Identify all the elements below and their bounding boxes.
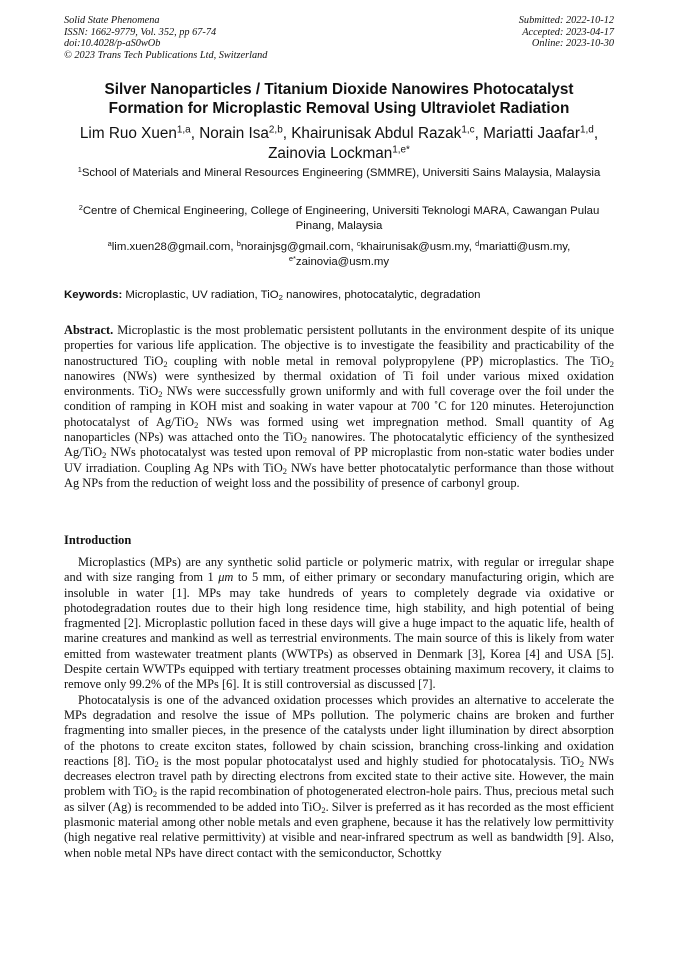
- keywords-label: Keywords:: [64, 289, 123, 301]
- author-affiliation-mark: 1,a: [176, 124, 191, 136]
- accepted-date: Accepted: 2023-04-17: [522, 26, 614, 38]
- paragraph-text: Photocatalysis is one of the advanced oxidation processes which provides an alternative to accelerate the MPs degradation and resolve the issue of MPs pollution. The polymeric chains are broken and further fragmenting into smaller pieces, in the presence of the catalysts under light illumination by direct absorption of the photons to create exciton states, followed by chain scission, branching cross-linking and oxidation reactions [8]. TiO: [64, 692, 614, 768]
- paragraph-text: NWs decreases electron travel path by directing electrons from excited state to their active site. However, the main problem with TiO: [64, 753, 614, 799]
- email-mark: e*: [288, 253, 296, 263]
- subscript: 2: [194, 419, 199, 430]
- author-list: Lim Ruo Xuen$^{1,a}$, Norain Isa$^{2,b}$, Khairunisak Abdul Razak$^{1,c}$, Mariatti Jaafar$^{1,d}$, Zainovia Lockman$^{1,e*}$: [79, 124, 599, 162]
- subscript: 2: [282, 465, 288, 476]
- paragraph-text: is the most popular photocatalyst used and highly studied for photocatalysis. TiO: [158, 753, 580, 768]
- journal-issn: ISSN: 1662-9779, Vol. 352, pp 67-74: [64, 26, 217, 38]
- paragraph-text: Microplastics (MPs) are any synthetic solid particle or polymeric matrix, with regular or irregular shape and with size ranging from 1: [64, 555, 614, 585]
- keywords-text: nanowires, photocatalytic, degradation: [282, 289, 481, 301]
- abstract-text: nanowires. The photocatalytic efficiency of the synthesized Ag/TiO: [64, 430, 614, 460]
- subscript: 2: [158, 389, 163, 400]
- email-link[interactable]: norainjsg@gmail.com: [240, 241, 351, 253]
- paragraph: [64, 693, 614, 861]
- author-affiliation-mark: 1,c: [461, 124, 475, 136]
- author-emails: $^a$lim.xuen28@gmail.com, $^b$norainjsg@gmail.com, $^c$khairunisak@usm.my, $^d$mariatti@usm.my, $^{e*}$zainovia@usm.my: [107, 238, 571, 268]
- subscript: 2: [321, 804, 326, 815]
- introduction-body: [64, 555, 614, 861]
- email-link[interactable]: khairunisak@usm.my: [360, 241, 469, 253]
- affiliation-1: [64, 166, 614, 181]
- affiliation-text: School of Materials and Mineral Resources Engineering (SMMRE), Universiti Sains Malaysia, Malaysia: [81, 167, 601, 179]
- subscript: 2: [152, 789, 158, 800]
- email-link[interactable]: lim.xuen28@gmail.com: [111, 241, 231, 253]
- author-name: Norain Isa: [199, 125, 269, 142]
- abstract-text: NWs photocatalyst was tested upon removal of PP microplastic from non-static water bodies under UV irradiation. Coupling Ag NPs with TiO: [64, 445, 614, 475]
- section-heading-introduction: Introduction: [64, 533, 132, 547]
- email-link[interactable]: zainovia@usm.my: [295, 256, 390, 268]
- abstract-text: coupling with noble metal in removal polypropylene (PP) microplastics. The TiO: [167, 353, 610, 368]
- submitted-date: Submitted: 2022-10-12: [518, 15, 614, 26]
- subscript: 2: [102, 450, 107, 461]
- abstract: [64, 323, 614, 491]
- affiliation-text: Centre of Chemical Engineering, College of Engineering, Universiti Teknologi MARA, Cawangan Pulau Pinang, Malaysia: [82, 205, 600, 232]
- email-mark: a: [107, 238, 112, 248]
- author-name: Mariatti Jaafar: [483, 125, 580, 142]
- affiliation-mark: 2: [78, 202, 83, 212]
- abstract-text: NWs have better photocatalytic performance than those without Ag NPs from the reduction of weight loss and the possibility of presence of carbonyl group.: [64, 460, 614, 490]
- email-mark: c: [356, 238, 361, 248]
- subscript: 2: [579, 758, 585, 769]
- subscript: 2: [163, 358, 168, 369]
- subscript: 2: [278, 292, 283, 302]
- paragraph: [64, 555, 614, 693]
- author-name: Lim Ruo Xuen: [79, 125, 177, 142]
- paragraph-text: . Silver is preferred as it has recorded as the most efficient plasmonic material among other noble metals and even graphene, because it has the relatively low permittivity (high negative real relative permittivity) at visible and near-infrared spectrum as well as bandwidth [9]. Also, when noble metal NPs have direct contact with the semiconductor, Schottky: [64, 799, 614, 860]
- journal-copyright: © 2023 Trans Tech Publications Ltd, Switzerland: [64, 49, 268, 61]
- paper-title: [40, 80, 638, 118]
- author-affiliation-mark: 1,d: [580, 124, 594, 136]
- author-name: Khairunisak Abdul Razak: [291, 125, 462, 142]
- affiliation-mark: 1: [77, 164, 82, 174]
- affiliation-2: [64, 204, 614, 234]
- subscript: 2: [154, 758, 159, 769]
- title-line-2: Formation for Microplastic Removal Using Ultraviolet Radiation: [108, 100, 570, 117]
- author-affiliation-mark: 1,e*: [392, 144, 410, 156]
- journal-doi[interactable]: doi:10.4028/p-aS0wOb: [64, 38, 161, 50]
- subscript: 2: [609, 358, 615, 369]
- journal-name: Solid State Phenomena: [64, 15, 160, 26]
- email-mark: b: [236, 238, 241, 248]
- unit-micro: μm: [218, 570, 234, 585]
- email-mark: d: [475, 238, 480, 248]
- title-line-1: Silver Nanoparticles / Titanium Dioxide Nanowires Photocatalyst: [104, 81, 574, 98]
- keywords: [64, 288, 616, 303]
- online-date: Online: 2023-10-30: [531, 38, 614, 50]
- author-affiliation-mark: 2,b: [268, 124, 283, 136]
- email-link[interactable]: mariatti@usm.my: [479, 241, 568, 253]
- abstract-label: Abstract.: [64, 323, 114, 337]
- journal-info: [64, 15, 267, 61]
- abstract-text: nanowires (NWs) were synthesized by thermal oxidation of Ti foil under various mixed oxidation environments. TiO: [64, 368, 614, 399]
- author-name: Zainovia Lockman: [268, 145, 393, 162]
- paragraph-text: to 5 mm, of either primary or secondary manufacturing origin, which are insoluble in water [1]. MPs may take hundreds of years to completely degrade via oxidative or photodegradation routes due to their high long residence time, high stability, and high potential of being fragmented [2]. Microplastic pollution faced in these days will give a huge impact to the aquatic life, health of marine creatures and mankind as well as terrestrial environments. The main source of this is likely from water emitted from wastewater treatment plants (WWTPs) as observed in Denmark [3], Korea [4] and USA [5]. Despite certain WWTPs equipped with tertiary treatment processes obtaining maximum recovery, it claims to remove only 99.2% of the MPs [6]. It is still controversial as discussed [7].: [64, 570, 614, 692]
- subscript: 2: [302, 435, 307, 446]
- abstract-text: Microplastic is the most problematic persistent pollutants in the environment despite of its unique properties for various life application. The objective is to investigate the feasibility and practicability of the nanostructured TiO: [64, 323, 614, 368]
- abstract-text: NWs were successfully grown uniformly and with full coverage over the foil under the condition of ramping in KOH mist and soaking in water vapour at 700 ˚C for 120 minutes. Heterojunction photocatalyst of Ag/TiO: [64, 384, 614, 429]
- abstract-text: NWs was formed using wet impregnation method. Small quantity of Ag nanoparticles (NPs) was attached onto the TiO: [64, 414, 614, 445]
- keywords-text: Microplastic, UV radiation, TiO: [125, 289, 279, 301]
- paragraph-text: is the rapid recombination of photogenerated electron-hole pairs. Thus, precious metal such as silver (Ag) is recommended to be added into TiO: [64, 784, 614, 814]
- publication-dates: [519, 15, 614, 50]
